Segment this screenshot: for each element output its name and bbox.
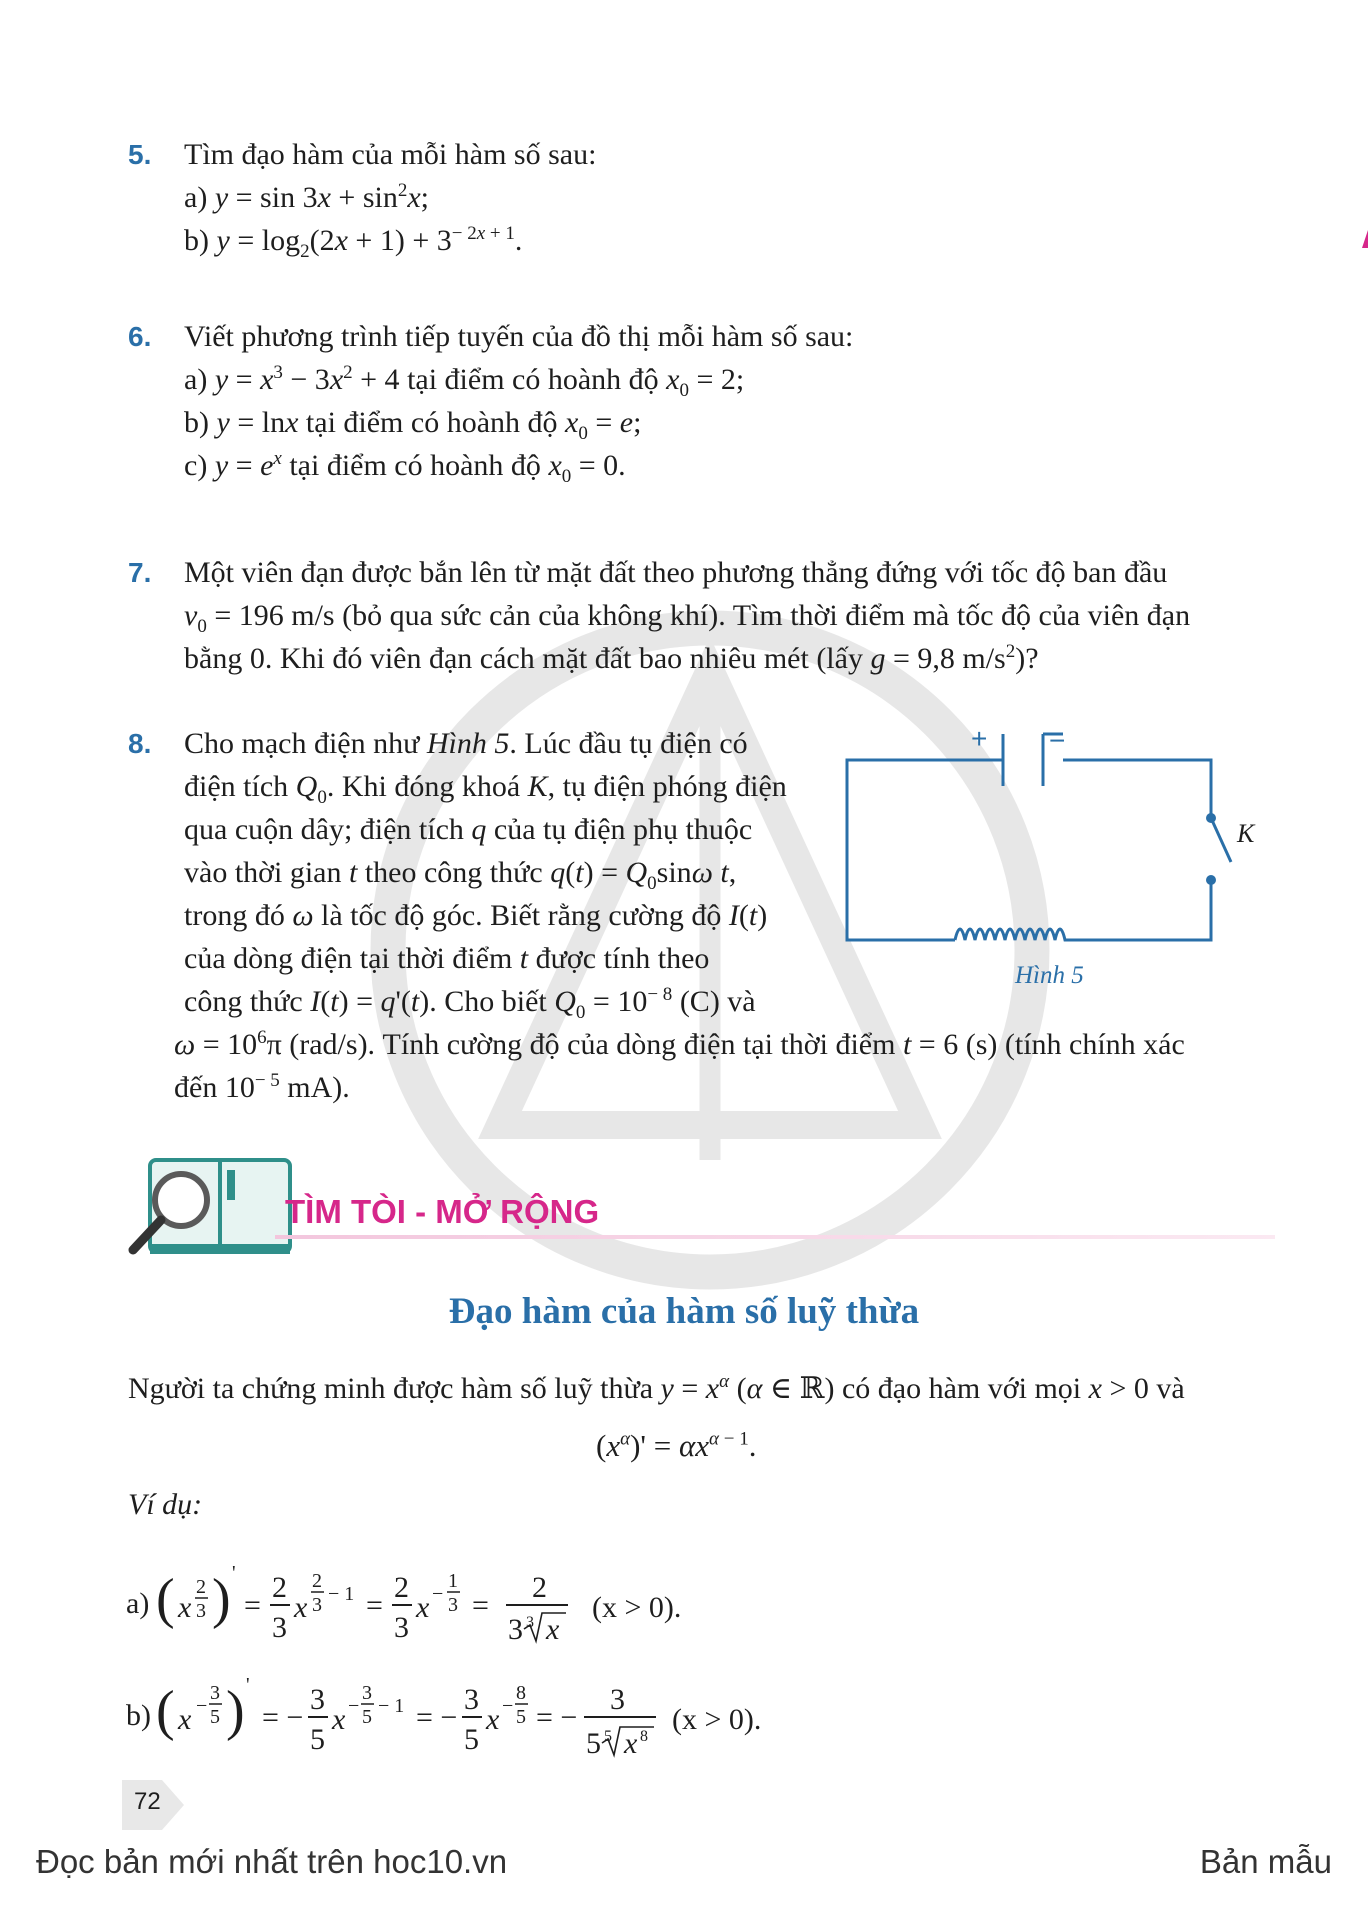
svg-text:= −: = −: [262, 1701, 304, 1734]
svg-text:3: 3: [526, 1614, 534, 1631]
svg-text:5: 5: [210, 1706, 220, 1728]
text-span: có đạo hàm với mọi: [841, 1372, 1082, 1405]
switch-terminal: [1206, 875, 1216, 885]
svg-text:8: 8: [640, 1728, 648, 1745]
problem-number: 7.: [128, 557, 152, 588]
svg-text:x: x: [294, 1591, 308, 1624]
svg-text:1: 1: [448, 1570, 458, 1592]
svg-text:2: 2: [532, 1571, 547, 1604]
svg-text:5: 5: [586, 1727, 601, 1760]
circuit-diagram: [835, 720, 1275, 980]
svg-text:8: 8: [516, 1682, 526, 1704]
text-span: công thức: [184, 985, 303, 1018]
example-a: [126, 1545, 826, 1665]
text-span: vào thời gian: [184, 856, 342, 889]
problem-6-part-a: a) $y = x^3 - 3x^2 + 4$ tại điểm có hoành độ $x_0 = 2$;: [184, 362, 745, 401]
page-number-tab: [122, 1780, 192, 1830]
svg-text:= −: = −: [536, 1701, 578, 1734]
svg-text:3: 3: [362, 1682, 372, 1704]
svg-text:5: 5: [310, 1723, 325, 1756]
switch-label: K: [1237, 819, 1255, 848]
svg-text:3: 3: [310, 1683, 325, 1716]
svg-text:(: (: [156, 1568, 175, 1630]
problem-5-part-a: a) $y = \sin 3x + \sin^2x$;: [184, 180, 430, 214]
text-span: = 9,8 m/s: [892, 642, 1006, 675]
svg-text:3: 3: [272, 1611, 287, 1644]
problem-number: 5.: [128, 139, 152, 170]
problem-number: 6.: [128, 321, 152, 352]
problem-8-line: đến $10^{- 5}$ mA).: [174, 1070, 350, 1104]
svg-text:3: 3: [464, 1683, 479, 1716]
text-span: qua cuộn dây; điện tích: [184, 813, 464, 846]
svg-text:−: −: [502, 1695, 514, 1717]
page-edge-mark: [1360, 230, 1368, 248]
problem-number: 8.: [128, 728, 152, 759]
svg-text:(: (: [156, 1680, 175, 1742]
svg-text:3: 3: [210, 1682, 220, 1704]
svg-text:': ': [246, 1674, 250, 1696]
switch-terminal: [1206, 813, 1216, 823]
text-span: là tốc độ góc. Biết rằng cường độ: [321, 899, 722, 932]
footer-sample-label: Bản mẫu: [1199, 1843, 1332, 1880]
svg-text:−: −: [348, 1695, 360, 1717]
capacitor-minus-label: −: [1049, 725, 1066, 756]
text-span: điện tích: [184, 770, 289, 803]
problem-7-line-1: Một viên đạn được bắn lên từ mặt đất theo phương thẳng đứng với tốc độ ban đầu: [184, 556, 1168, 589]
problem-8-line: qua cuộn dây; điện tích q của tụ điện phụ thuộc: [184, 813, 753, 846]
text-span: của tụ điện phụ thuộc: [493, 813, 753, 846]
svg-text:=: =: [366, 1589, 383, 1622]
problem-8-line: điện tích $Q_0$. Khi đóng khoá K, tụ điện phóng điện: [184, 770, 787, 808]
problem-6-prompt: Viết phương trình tiếp tuyến của đồ thị mỗi hàm số sau:: [184, 320, 854, 353]
problem-8-line: của dòng điện tại thời điểm t được tính theo: [184, 942, 710, 975]
svg-text:2: 2: [272, 1571, 287, 1604]
footer-source-link[interactable]: Đọc bản mới nhất trên hoc10.vn: [36, 1843, 508, 1880]
text-span: mA).: [287, 1071, 350, 1104]
svg-text:5: 5: [362, 1706, 372, 1728]
svg-text:x: x: [624, 1727, 638, 1760]
problem-6: [128, 315, 1258, 487]
svg-text:x: x: [178, 1703, 192, 1736]
problem-6-part-c: c) $y = e^x$ tại điểm có hoành độ $x_0 = 0$.: [184, 448, 626, 487]
svg-text:x: x: [332, 1703, 346, 1736]
svg-text:3: 3: [196, 1600, 206, 1622]
problem-7-line-3: bằng 0. Khi đó viên đạn cách mặt đất bao nhiêu mét (lấy g = 9,8 $m/s^2$)?: [184, 641, 1039, 675]
svg-text:−: −: [432, 1583, 444, 1605]
section-heading: Đạo hàm của hàm số luỹ thừa: [448, 1291, 920, 1332]
figure-caption: Hình 5: [1015, 962, 1084, 989]
text-span: Người ta chứng minh được hàm số luỹ thừa: [128, 1372, 654, 1405]
power-rule-formula: $(x^\alpha)' = \alpha x^{\alpha - 1}$.: [596, 1428, 757, 1463]
svg-text:): ): [226, 1680, 245, 1742]
svg-text:3: 3: [508, 1613, 523, 1646]
text-span: = 6 (s) (tính chính xác: [918, 1028, 1185, 1061]
svg-text:5: 5: [604, 1728, 612, 1745]
problem-8-line: $\omega = 10^6\pi$ (rad/s). Tính cường độ của dòng điện tại thời điểm t = 6 (s) (tính chính xác: [174, 1027, 1185, 1061]
svg-text:3: 3: [394, 1611, 409, 1644]
text-span: bằng 0. Khi đó viên đạn cách mặt đất bao nhiêu mét (lấy: [184, 642, 863, 675]
svg-text:5: 5: [516, 1706, 526, 1728]
problem-8-line: [184, 722, 804, 765]
svg-text:=: =: [244, 1589, 261, 1622]
svg-text:a): a): [126, 1587, 150, 1620]
intro-paragraph: Người ta chứng minh được hàm số luỹ thừa $y = x^\alpha$ (α ∈ ℝ) có đạo hàm với mọi x > 0 và: [128, 1371, 1185, 1405]
text-span: tại điểm có hoành độ: [407, 363, 659, 396]
svg-text:x: x: [486, 1703, 500, 1736]
text-span: tại điểm có hoành độ: [305, 406, 558, 439]
text-span: trong đó: [184, 899, 285, 932]
problem-5: [128, 133, 1258, 262]
svg-text:3: 3: [448, 1594, 458, 1616]
page-number: 72: [134, 1788, 161, 1815]
problem-8-line: trong đó ω là tốc độ góc. Biết rằng cường độ I(t): [184, 899, 768, 932]
problem-8-line: công thức I(t) = q'(t). Cho biết $Q_0 = 10^{- 8}$ (C) và: [184, 984, 756, 1023]
svg-text:−: −: [196, 1695, 208, 1717]
text-span: đến 10: [174, 1071, 255, 1104]
condition: (x > 0).: [592, 1591, 682, 1624]
text-span: , tụ điện phóng điện: [547, 770, 787, 803]
problem-5-part-b: b) $y = \log_2(2x + 1) + 3^{- 2x + 1}$.: [184, 223, 523, 262]
svg-text:3: 3: [312, 1594, 322, 1616]
svg-text:= −: = −: [416, 1701, 458, 1734]
example-label: Ví dụ:: [128, 1488, 203, 1521]
section-divider: [275, 1235, 1275, 1239]
condition: (x > 0).: [672, 1703, 762, 1736]
example-b: [126, 1657, 826, 1777]
svg-text:x: x: [178, 1591, 192, 1624]
svg-text:x: x: [416, 1591, 430, 1624]
svg-text:': ': [232, 1562, 236, 1584]
svg-text:− 1: − 1: [378, 1695, 405, 1717]
svg-text:5: 5: [464, 1723, 479, 1756]
text-span: . Lúc đầu tụ điện có: [509, 727, 748, 760]
text-span: (C) và: [679, 985, 756, 1018]
text-span: của dòng điện tại thời điểm: [184, 942, 513, 975]
text-span: tại điểm có hoành độ: [289, 449, 541, 482]
svg-text:3: 3: [610, 1683, 625, 1716]
svg-text:=: =: [472, 1589, 489, 1622]
text-span: = 196 m/s (bỏ qua sức cản của không khí). Tìm thời điểm mà tốc độ của viên đạn: [214, 599, 1191, 632]
text-span: được tính theo: [535, 942, 710, 975]
svg-text:b): b): [126, 1699, 151, 1732]
figure-ref: Hình 5: [426, 727, 510, 760]
problem-7-line-2: $v_0 = 196$ m/s (bỏ qua sức cản của không khí). Tìm thời điểm mà tốc độ của viên đạn: [184, 599, 1191, 637]
capacitor-plus-label: +: [971, 723, 988, 754]
problem-7: [128, 551, 1268, 680]
svg-text:): ): [212, 1568, 231, 1630]
text-span: . Khi đóng khoá: [326, 770, 521, 803]
svg-text:2: 2: [196, 1576, 206, 1598]
svg-text:2: 2: [312, 1570, 322, 1592]
svg-text:x: x: [546, 1613, 560, 1646]
text-span: . Cho biết: [429, 985, 547, 1018]
text-span: (rad/s). Tính cường độ của dòng điện tại thời điểm: [289, 1028, 896, 1061]
section-title: TÌM TÒI - MỞ RỘNG: [285, 1193, 600, 1230]
text-span: và: [1156, 1372, 1185, 1405]
svg-text:− 1: − 1: [328, 1583, 355, 1605]
problem-6-part-b: b) y = lnx tại điểm có hoành độ $x_0 = e$;: [184, 406, 642, 444]
svg-text:2: 2: [394, 1571, 409, 1604]
text-span: Cho mạch điện như: [184, 727, 420, 760]
text-span: theo công thức: [364, 856, 543, 889]
problem-8-line: vào thời gian t theo công thức $q(t) = Q_0\sin\omega$ t,: [184, 856, 737, 894]
problem-5-prompt: Tìm đạo hàm của mỗi hàm số sau:: [184, 138, 597, 171]
